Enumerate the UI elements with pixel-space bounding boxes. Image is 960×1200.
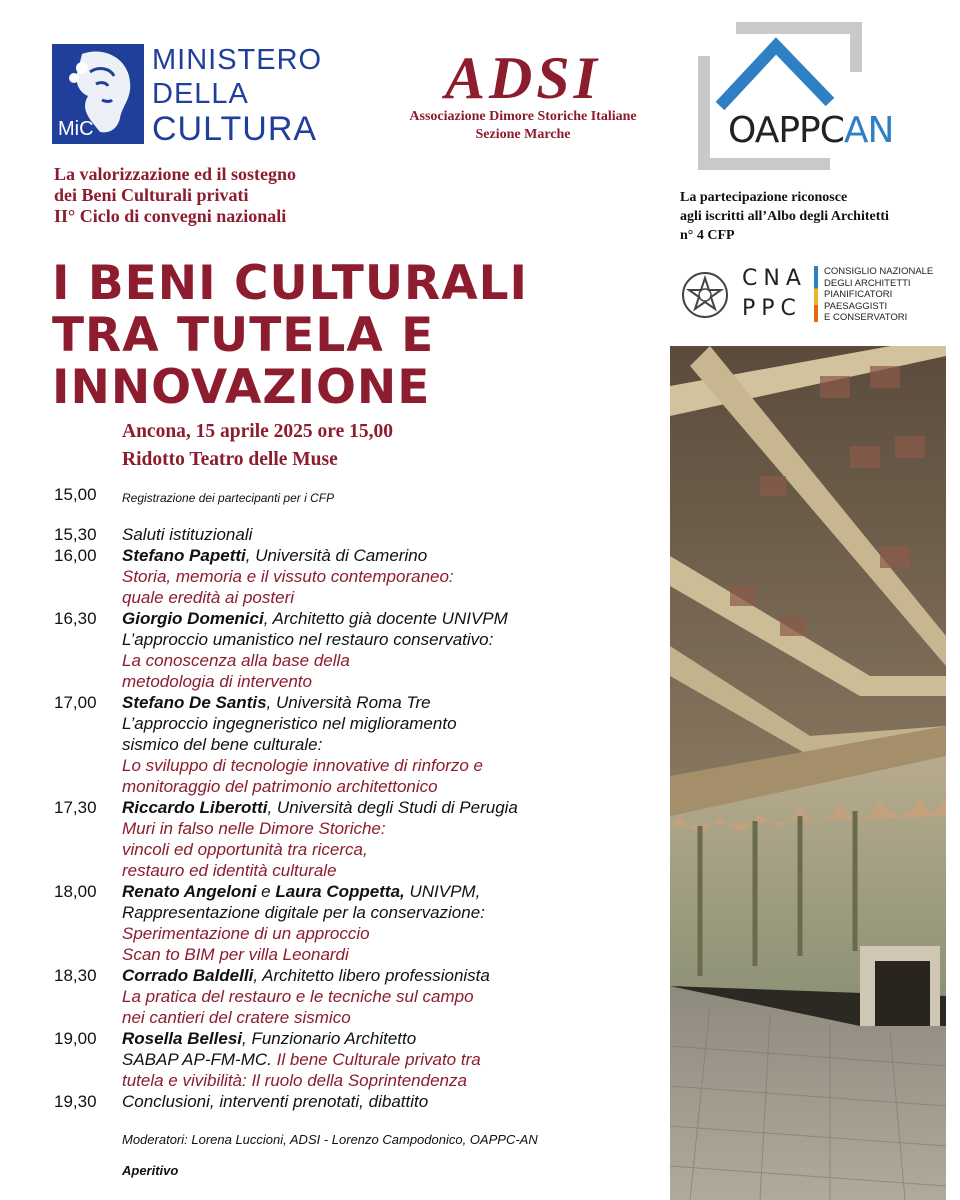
- session-body: [122, 1028, 662, 1091]
- speaker-name: Stefano Papetti: [122, 546, 246, 565]
- cnappc-color-bar: [814, 266, 818, 322]
- speaker-affiliation: , Architetto libero professionista: [253, 966, 490, 985]
- talk-title: La pratica del restauro e le tecniche sul campo: [122, 987, 474, 1006]
- adsi-subtitle: Associazione Dimore Storiche Italiane: [409, 109, 637, 124]
- oappc-frame-icon: [680, 6, 935, 196]
- talk-title: vincoli ed opportunità tra ricerca,: [122, 840, 368, 859]
- speaker-joiner: e: [256, 882, 276, 901]
- aperitivo: Aperitivo: [122, 1163, 179, 1178]
- cnappc-desc-line: E CONSERVATORI: [824, 312, 908, 323]
- intro-line: II° Ciclo di convegni nazionali: [54, 206, 287, 226]
- session-text: Saluti istituzionali: [122, 525, 253, 544]
- cnappc-desc-line: PIANIFICATORI: [824, 289, 893, 300]
- session-time: 17,30: [54, 798, 97, 817]
- adsi-logo: [378, 45, 668, 148]
- oappcan-name: [728, 110, 893, 151]
- talk-title: Il bene Culturale privato tra: [276, 1050, 481, 1069]
- cnappc-desc-line: DEGLI ARCHITETTI: [824, 277, 911, 289]
- session-time: 18,30: [54, 966, 97, 985]
- speaker-affiliation: , Università di Camerino: [245, 546, 428, 565]
- session-time: 15,00: [54, 485, 97, 504]
- speaker-name: Stefano De Santis: [122, 693, 267, 712]
- talk-title: La conoscenza alla base della: [122, 651, 350, 670]
- cnappc-letters: [742, 264, 807, 324]
- session-time: 16,30: [54, 609, 97, 628]
- intro-text: [54, 164, 654, 227]
- session-time: 15,30: [54, 525, 97, 544]
- intro-line: La valorizzazione ed il sostegno: [54, 164, 296, 184]
- session-time: 16,00: [54, 546, 97, 565]
- title-line: TRA TUTELA E: [52, 308, 435, 363]
- cnappc-row1: CNA: [742, 266, 807, 291]
- intro-line: dei Beni Culturali privati: [54, 185, 249, 205]
- mic-line3: CULTURA: [152, 110, 318, 148]
- registration-text: Registrazione dei partecipanti per i CFP: [122, 491, 335, 505]
- speaker-affiliation: , Architetto già docente UNIVPM: [263, 609, 508, 628]
- session-time: 19,30: [54, 1092, 97, 1111]
- oappcan-logo: [680, 6, 935, 196]
- oappc-suffix: AN: [843, 110, 894, 151]
- session-body: [122, 545, 662, 608]
- fresco-room-illustration: [670, 346, 946, 1200]
- cnappc-desc-line: PAESAGGISTI: [824, 300, 888, 312]
- talk-title: Scan to BIM per villa Leonardi: [122, 945, 349, 964]
- session-time: 18,00: [54, 882, 97, 901]
- speaker-name: Corrado Baldelli: [122, 966, 254, 985]
- mic-logo: [52, 44, 352, 146]
- event-info: [122, 418, 642, 474]
- speaker-name: Giorgio Domenici: [122, 609, 264, 628]
- title-line: INNOVAZIONE: [52, 360, 431, 415]
- adsi-section: Sezione Marche: [475, 127, 571, 142]
- session-body: [122, 881, 662, 965]
- speaker-office: SABAP AP-FM-MC.: [122, 1050, 277, 1069]
- speaker-affiliation: , Università degli Studi di Perugia: [267, 798, 518, 817]
- speaker-name: Rosella Bellesi: [122, 1029, 243, 1048]
- mic-line2: DELLA: [152, 78, 249, 110]
- moderators: Moderatori: Lorena Luccioni, ADSI - Lorenzo Campodonico, OAPPC-AN: [122, 1132, 538, 1147]
- cfp-notice: [680, 188, 950, 245]
- speaker-affiliation: UNIVPM,: [404, 882, 481, 901]
- session-body: [122, 797, 662, 881]
- cfp-line: agli iscritti all’Albo degli Architetti: [680, 209, 889, 224]
- talk-title: Storia, memoria e il vissuto contemporaneo:: [122, 567, 454, 586]
- session-body: [122, 965, 662, 1028]
- page-title: [52, 258, 672, 414]
- speaker-name: Riccardo Liberotti: [122, 798, 268, 817]
- talk-topic: L’approccio ingegneristico nel miglioramento: [122, 714, 457, 733]
- oappc-letters: OAPPC: [728, 110, 844, 151]
- talk-title: quale eredità ai posteri: [122, 588, 295, 607]
- adsi-title: ADSI: [444, 45, 602, 111]
- cnappc-row2: PPC: [742, 296, 802, 321]
- session-time: 19,00: [54, 1029, 97, 1048]
- title-line: I BENI CULTURALI: [52, 256, 529, 311]
- cfp-line: n° 4 CFP: [680, 228, 735, 243]
- talk-title: Sperimentazione di un approccio: [122, 924, 370, 943]
- talk-title: monitoraggio del patrimonio architettonico: [122, 777, 438, 796]
- event-date: Ancona, 15 aprile 2025 ore 15,00: [122, 421, 394, 442]
- mic-line1: MINISTERO: [152, 44, 323, 76]
- cnappc-logo: [680, 262, 940, 330]
- talk-topic: Rappresentazione digitale per la conservazione:: [122, 903, 485, 922]
- talk-title: nei cantieri del cratere sismico: [122, 1008, 351, 1027]
- speaker-name: Laura Coppetta,: [275, 882, 405, 901]
- mic-emblem: [52, 44, 144, 144]
- talk-title: metodologia di intervento: [122, 672, 312, 691]
- cfp-line: La partecipazione riconosce: [680, 190, 848, 205]
- talk-title: tutela e vivibilità: Il ruolo della Soprintendenza: [122, 1071, 467, 1090]
- session-time: 17,00: [54, 693, 97, 712]
- session-body: [122, 692, 662, 797]
- room-photo: [670, 346, 946, 1200]
- talk-title: Lo sviluppo di tecnologie innovative di rinforzo e: [122, 756, 484, 775]
- speaker-affiliation: , Funzionario Architetto: [242, 1029, 417, 1048]
- talk-topic: L’approccio umanistico nel restauro conservativo:: [122, 630, 494, 649]
- event-venue: Ridotto Teatro delle Muse: [122, 449, 338, 470]
- speaker-name: Renato Angeloni: [122, 882, 257, 901]
- mic-badge: MiC: [58, 118, 94, 140]
- speaker-affiliation: , Università Roma Tre: [266, 693, 431, 712]
- session-body: [122, 608, 662, 692]
- republic-emblem-icon: [680, 268, 730, 322]
- cnappc-description: [824, 266, 933, 324]
- talk-title: restauro ed identità culturale: [122, 861, 337, 880]
- session-text: Conclusioni, interventi prenotati, dibattito: [122, 1092, 429, 1111]
- talk-title: Muri in falso nelle Dimore Storiche:: [122, 819, 386, 838]
- talk-topic: sismico del bene culturale:: [122, 735, 323, 754]
- cnappc-desc-line: CONSIGLIO NAZIONALE: [824, 266, 934, 277]
